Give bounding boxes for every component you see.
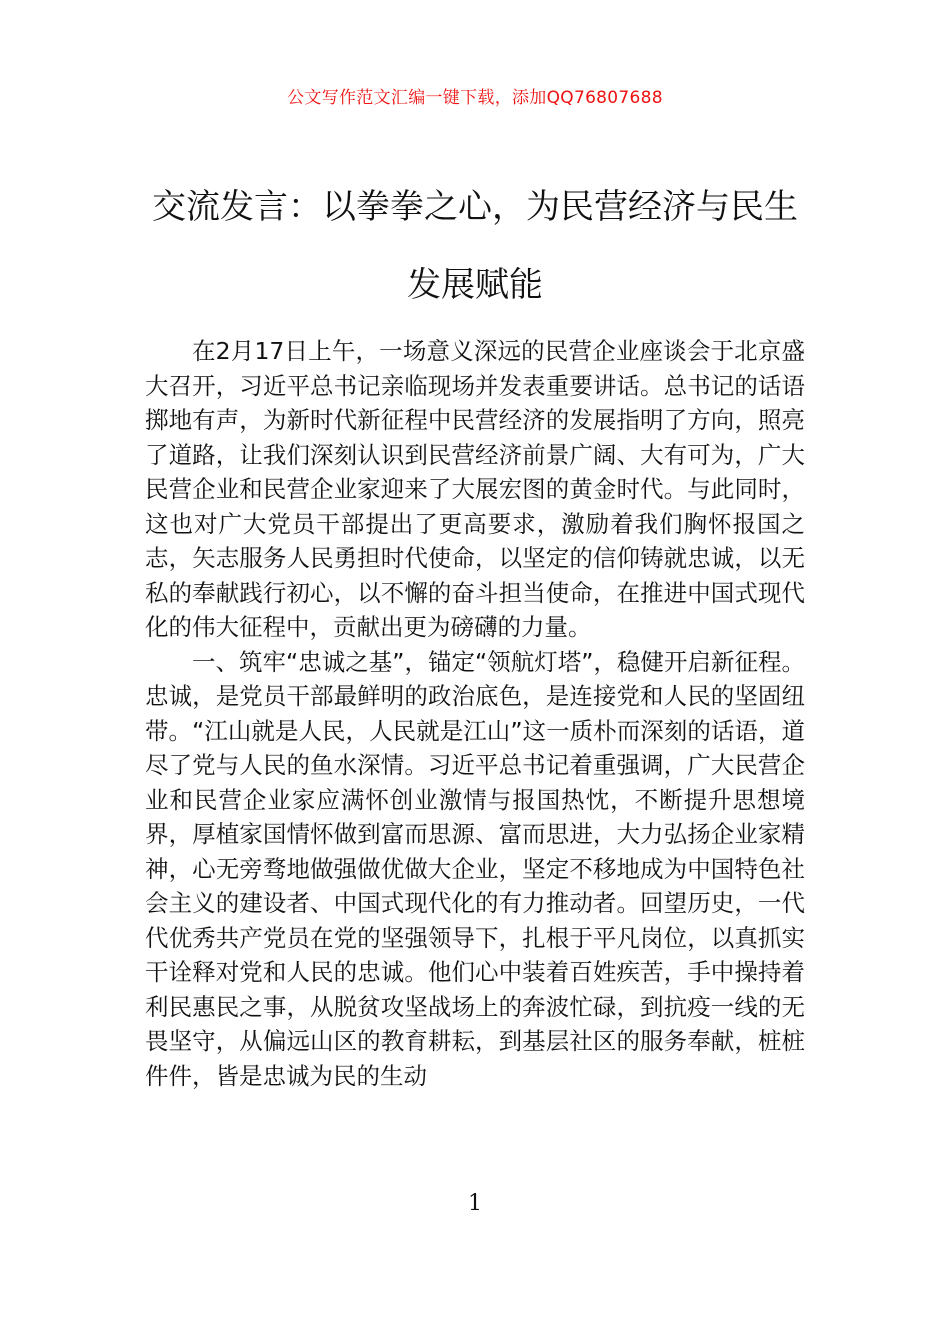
body-paragraph: 一、筑牢“忠诚之基”，锚定“领航灯塔”，稳健开启新征程。忠诚，是党员干部最鲜明的政治底色，是连接党和人民的坚固纽带。“江山就是人民，人民就是江山”这一质朴而深刻的话语，道尽了党与人民的鱼水深情。习近平总书记着重强调，广大民营企业和民营企业家应满怀创业激情与报国热忱，不断提升思想境界，厚植家国情怀做到富而思源、富而思进，大力弘扬企业家精神，心无旁骛地做强做优做大企业，坚定不移地成为中国特色社会主义的建设者、中国式现代化的有力推动者。回望历史，一代代优秀共产党员在党的坚强领导下，扎根于平凡岗位，以真抓实干诠释对党和人民的忠诚。他们心中装着百姓疾苦，手中操持着利民惠民之事，从脱贫攻坚战场上的奔波忙碌，到抗疫一线的无畏坚守，从偏远山区的教育耕耘，到基层社区的服务奉献，桩桩件件，皆是忠诚为民的生动 [145,647,805,1090]
promo-header-text: 公文写作范文汇编一键下载，添加QQ76807688 [287,88,663,108]
page-number: 1 [468,1191,482,1216]
document-title: 交流发言：以拳拳之心，为民营经济与民生发展赋能 [152,187,798,305]
body-paragraph: 在2月17日上午，一场意义深远的民营企业座谈会于北京盛大召开，习近平总书记亲临现场并发表重要讲话。总书记的话语掷地有声，为新时代新征程中民营经济的发展指明了方向，照亮了道路，让我们深刻认识到民营经济前景广阔、大有可为，广大民营企业和民营企业家迎来了大展宏图的黄金时代。与此同时，这也对广大党员干部提出了更高要求，激励着我们胸怀报国之志，矢志服务人民勇担时代使命，以坚定的信仰铸就忠诚，以无私的奉献践行初心，以不懈的奋斗担当使命，在推进中国式现代化的伟大征程中，贡献出更为磅礴的力量。 [145,337,805,641]
document-body [145,334,805,1093]
